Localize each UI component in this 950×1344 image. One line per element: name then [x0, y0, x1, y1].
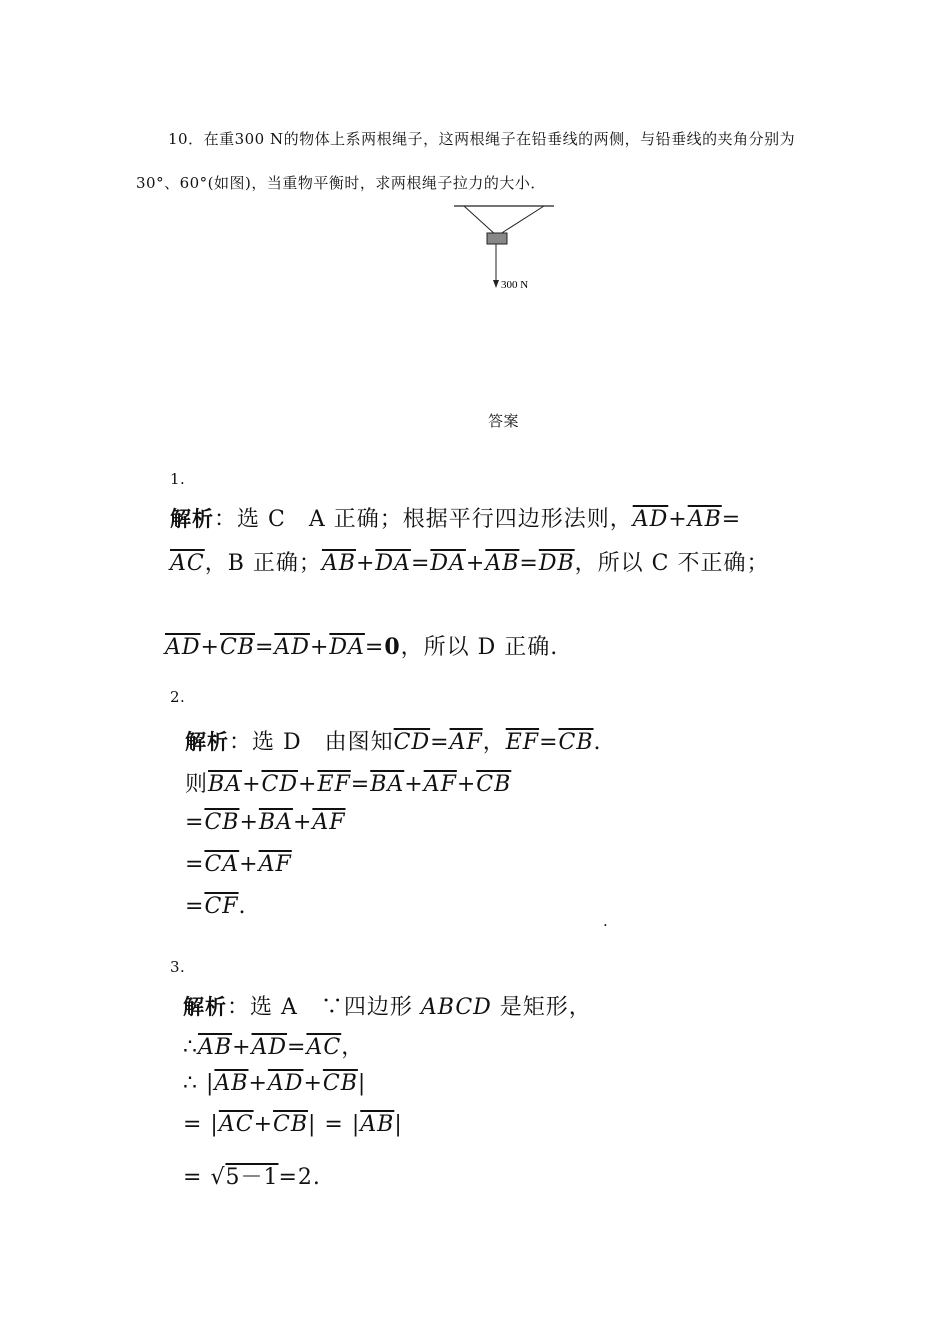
rope-right [497, 206, 544, 236]
solution-1-number: 1. [170, 470, 186, 488]
figure-force-label: 300 N [501, 279, 529, 291]
analysis-keyword: 解析 [170, 507, 214, 531]
solution-3-line-2: $\therefore\overline{AB}+\overline{AD}=\overline{AC}$， [183, 1035, 365, 1060]
problem-10-line-2: 30°、60°(如图)，当重物平衡时，求两根绳子拉力的大小． [136, 174, 546, 192]
solution-3-line-1: 解析：选 A ∵四边形 ABCD 是矩形， [183, 995, 592, 1020]
solution-3-line-4: = $|\overline{AC}+\overline{CB}| = |\overline{AB}|$ [183, 1112, 403, 1137]
analysis-keyword: 解析 [183, 995, 227, 1019]
problem-10-line-1: 10．在重300 N的物体上系两根绳子，这两根绳子在铅垂线的两侧，与铅垂线的夹角分别为 [168, 130, 796, 148]
solution-1-line-3: $\overline{AD}+\overline{CB}=\overline{AD}+\overline{DA}=0$，所以 D 正确. [165, 634, 559, 660]
weight-block [487, 233, 507, 244]
solution-2-number: 2. [170, 688, 186, 706]
solution-2-line-2: 则$\overline{BA}+\overline{CD}+\overline{EF}=\overline{BA}+\overline{AF}+\overline{CB}$ [185, 772, 512, 797]
solution-3-line-3: ∴ $|\overline{AB}+\overline{AD}+\overline{CB}|$ [183, 1071, 367, 1096]
solution-1-line-2: $\overline{AC}$，B 正确；$\overline{AB}+\overline{DA}=\overline{DA}+\overline{AB}=\overline{DB}$，所以 C 不正确； [170, 551, 770, 576]
arrow-head [493, 280, 499, 288]
rope-left [464, 206, 497, 236]
solution-2-line-5: $=\overline{CF}$. [185, 894, 247, 919]
rope-weight-figure [450, 198, 560, 298]
solution-2-line-4: $=\overline{CA}+\overline{AF}$ [185, 852, 292, 877]
analysis-keyword: 解析 [185, 730, 229, 754]
solution-1-line-1: 解析：选 C A 正确；根据平行四边形法则，$\overline{AD}+\overline{AB}=$ [170, 507, 742, 532]
radicand: 5－1 [225, 1165, 279, 1190]
solution-3-line-5: = √5－1=2. [183, 1165, 321, 1190]
stray-dot: . [603, 912, 609, 930]
answer-heading: 答案 [488, 412, 520, 430]
sqrt-sign: √ [210, 1165, 226, 1190]
solution-3-number: 3. [170, 958, 186, 976]
solution-2-line-3: $=\overline{CB}+\overline{BA}+\overline{AF}$ [185, 810, 346, 835]
solution-2-line-1: 解析：选 D 由图知$\overline{CD}=\overline{AF}$，$\overline{EF}=\overline{CB}$. [185, 730, 602, 755]
